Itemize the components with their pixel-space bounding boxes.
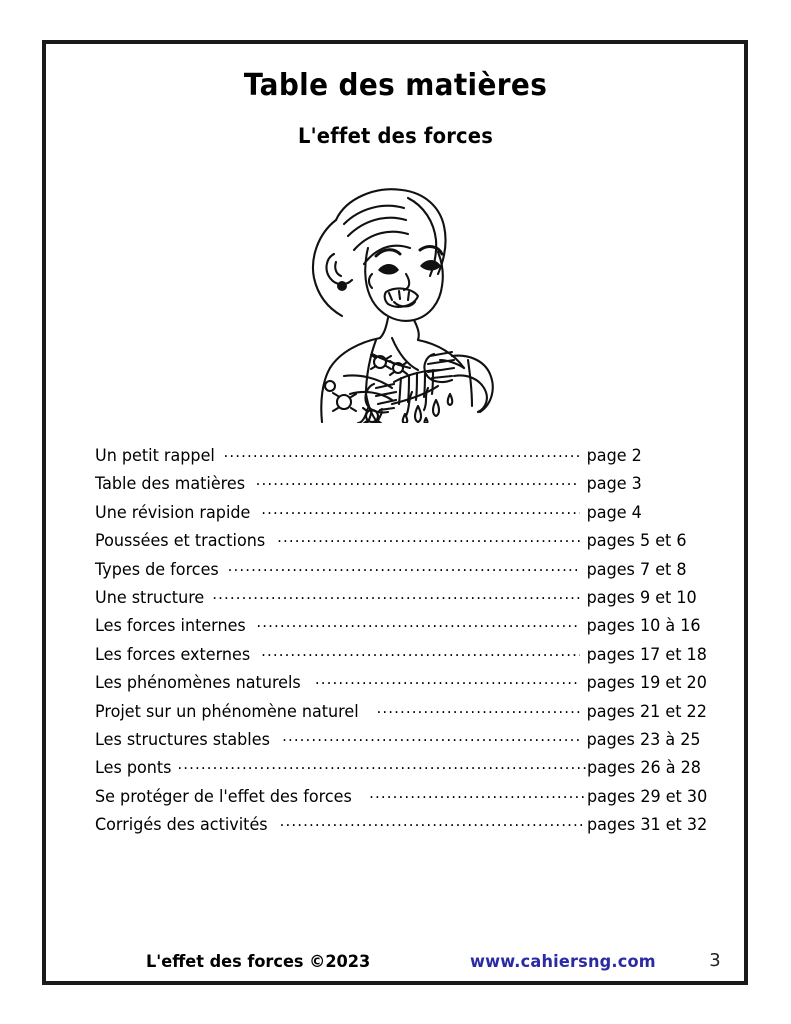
toc-entry-title: Corrigés des activités <box>95 815 268 836</box>
toc-row[interactable] <box>95 501 715 529</box>
toc-entry-page: pages 7 et 8 <box>586 559 687 580</box>
footer-website-link[interactable]: www.cahiersng.com <box>470 952 656 972</box>
toc-entry-page: page 2 <box>586 446 642 466</box>
toc-dot-leader <box>224 444 581 461</box>
toc-dot-leader <box>280 813 586 830</box>
toc-entry-title: Les structures stables <box>95 729 270 750</box>
toc-row[interactable] <box>95 813 715 841</box>
toc-dot-leader <box>261 501 580 518</box>
toc-entry-page: pages 17 et 18 <box>586 644 707 665</box>
footer-copyright: L'effet des forces ©2023 <box>146 952 371 972</box>
toc-entry-title: Une structure <box>95 587 205 608</box>
toc-entry-title: Les phénomènes naturels <box>95 673 301 694</box>
toc-entry-page: pages 9 et 10 <box>586 587 697 608</box>
toc-entry-title: Table des matières <box>95 474 246 495</box>
table-of-contents <box>95 444 715 841</box>
toc-dot-leader <box>261 643 580 660</box>
toc-entry-title: Un petit rappel <box>95 446 215 466</box>
toc-entry-page: pages 23 à 25 <box>586 729 701 750</box>
toc-entry-title: Les forces internes <box>95 616 246 637</box>
toc-entry-title: Types de forces <box>95 559 219 580</box>
toc-dot-leader <box>177 756 586 773</box>
toc-entry-title: Poussées et tractions <box>95 531 266 552</box>
toc-dot-leader <box>369 785 586 802</box>
girl-wringing-towel-illustration <box>268 178 518 423</box>
toc-row[interactable] <box>95 472 715 500</box>
toc-row[interactable] <box>95 728 715 756</box>
page-title: Table des matières <box>243 68 548 103</box>
toc-entry-title: Les ponts <box>95 758 172 779</box>
page-number: 3 <box>709 950 721 971</box>
toc-entry-page: pages 10 à 16 <box>586 616 701 637</box>
toc-entry-page: pages 26 à 28 <box>587 758 701 779</box>
toc-row[interactable] <box>95 700 715 728</box>
toc-entry-title: Se protéger de l'effet des forces <box>95 786 352 807</box>
page-subtitle: L'effet des forces <box>297 124 494 148</box>
toc-row[interactable] <box>95 614 715 642</box>
toc-dot-leader <box>212 586 580 603</box>
toc-entry-title: Projet sur un phénomène naturel <box>95 701 359 722</box>
toc-entry-page: page 3 <box>586 474 642 495</box>
toc-row[interactable] <box>95 785 715 813</box>
toc-entry-page: pages 31 et 32 <box>587 815 708 836</box>
toc-dot-leader <box>256 614 580 631</box>
toc-dot-leader <box>228 558 580 575</box>
toc-row[interactable] <box>95 558 715 586</box>
toc-entry-page: pages 5 et 6 <box>586 531 687 552</box>
toc-entry-page: pages 29 et 30 <box>587 786 708 807</box>
toc-dot-leader <box>282 728 580 745</box>
toc-row[interactable] <box>95 671 715 699</box>
toc-entry-page: pages 19 et 20 <box>586 673 707 694</box>
toc-entry-page: page 4 <box>586 502 642 523</box>
toc-entry-title: Les forces externes <box>95 644 251 665</box>
toc-dot-leader <box>315 671 580 688</box>
toc-row[interactable] <box>95 756 715 784</box>
toc-row[interactable] <box>95 643 715 671</box>
toc-dot-leader <box>256 472 580 489</box>
toc-entry-page: pages 21 et 22 <box>586 701 707 722</box>
toc-dot-leader <box>277 529 580 546</box>
toc-entry-title: Une révision rapide <box>95 502 251 523</box>
toc-dot-leader <box>376 700 580 717</box>
toc-row[interactable] <box>95 529 715 557</box>
toc-row[interactable] <box>95 444 715 472</box>
toc-row[interactable] <box>95 586 715 614</box>
